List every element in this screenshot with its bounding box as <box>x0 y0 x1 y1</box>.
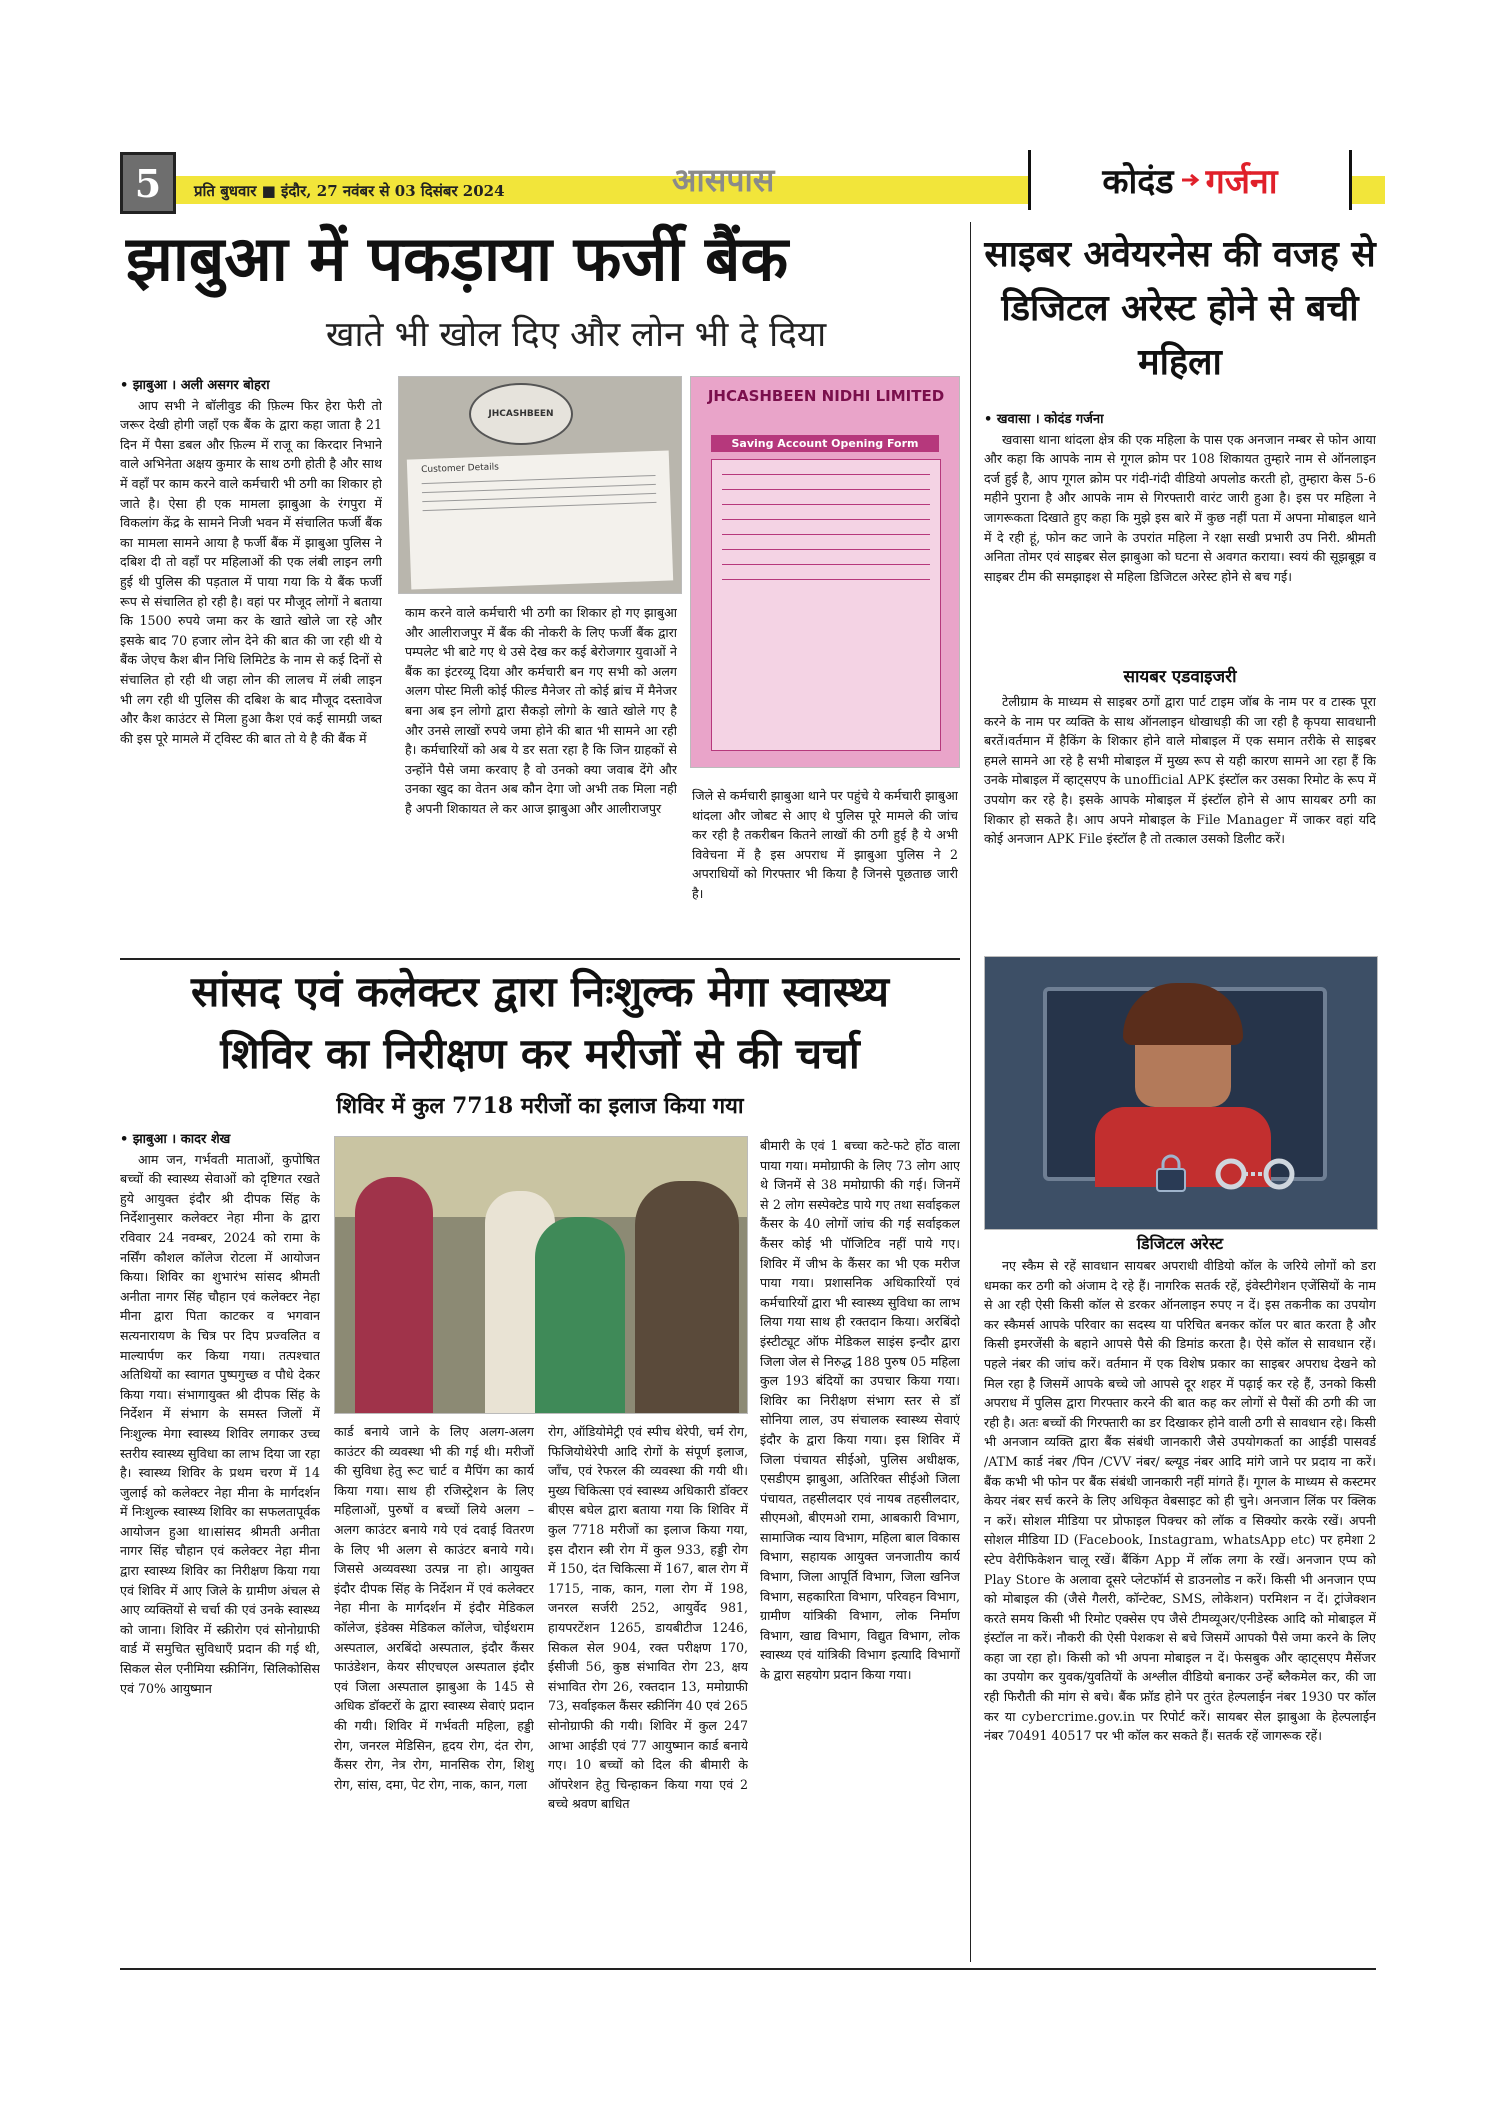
customer-details-sheet <box>407 450 673 589</box>
story3-headline-line1: सांसद एवं कलेक्टर द्वारा निःशुल्क मेगा स्वास्थ्य <box>190 967 890 1016</box>
edition-line: प्रति बुधवार ■ इंदौर, 27 नवंबर से 03 दिसंबर 2024 <box>194 182 505 200</box>
official-woman <box>355 1177 433 1413</box>
bank-logo-badge <box>469 383 573 445</box>
page-number-box <box>120 152 176 214</box>
story2-body: खवासा थाना थांदला क्षेत्र की एक महिला के पास एक अनजान नम्बर से फोन आया और कहा कि आपके नाम से गूगल क्रोम पर 108 शिकायत तुम्हारे नाम से ऑनलाइन दर्ज हुई है, आप गूगल क्रोम पर गंदी-गंदी वीडियो अपलोड करती हो, तुम्हारा केस 5-6 महीने पुराना है और आपके नाम से गिरफ्तारी वारंट जारी हुआ है। इस पर महिला ने जागरूकता दिखाते हुए कहा कि मुझे इस बारे में कुछ नहीं पता में अपना मोबाइल थाने में दे रही हूं, फोन कट जाने के उपरांत महिला ने रक्षा सखी प्रभारी उप निरी. श्रीमती अनिता तोमर एवं साइबर सेल झाबुआ को घटना से अवगत कराया। स्वयं की सूझबूझ व साइबर टीम की समझाइश से महिला डिजिटल अरेस्ट होने से बच गई। <box>984 431 1376 584</box>
story1-photo-documents <box>398 376 682 594</box>
brand-logo-right: गर्जना <box>1205 162 1278 202</box>
story2-advisory-text: टेलीग्राम के माध्यम से साइबर ठगों द्वारा पार्ट टाइम जॉब के नाम पर व टास्क पूरा करने के नाम पर व्यक्ति के साथ ऑनलाइन धोखाधड़ी की जा रही है कृपया सावधानी बरतें।वर्तमान में हैकिंग के शिकार होने वाले मोबाइल में एक समान तरीके से साइबर हमले सामने आ रहे है सभी मोबाइल में मुख्य रूप से यही कारण सामने आ रहा हैं कि उनके मोबाइल में व्हाट्सएप के unofficial APK इंस्टॉल कर उसका रिमोट के रूप में उपयोग कर रहे है। इसके आपके मोबाइल में इंस्टॉल होने से आप सायबर ठगी का शिकार हो सकते है। आप अपने मोबाइल के File Manager में जाकर वहां यदि कोई अनजान APK File इंस्टॉल है तो तत्काल उसको डिलीट करें। <box>984 694 1376 847</box>
story1-body-3: जिले से कर्मचारी झाबुआ थाने पर पहुंचे ये कर्मचारी झाबुआ थांदला और जोबट से आए थे पुलिस पूरे मामले की जांच कर रही है तकरीबन कितने लाखों की ठगी हुई है ये अभी विवेचना में है इस अपराध में झाबुआ पुलिस ने 2 अपराधियों को गिरफ्तार भी किया है जिनसे पूछताछ जारी है। <box>692 788 958 901</box>
story3-column-1 <box>120 1130 320 1962</box>
form-body <box>711 459 941 751</box>
story3-subheadline: शिविर में कुल 7718 मरीजों का इलाज किया गया <box>336 1093 744 1119</box>
story1-column-1 <box>120 376 382 951</box>
bank-name-header: JHCASHBEEN NIDHI LIMITED <box>707 387 945 405</box>
story1-headline: झाबुआ में पकड़ाया फर्जी बैंक <box>126 222 789 295</box>
story1-body-1: आप सभी ने बॉलीवुड की फ़िल्म फिर हेरा फेरी तो जरूर देखी होगी जहाँ एक बैंक के द्वारा कहा जाता है 21 दिन में पैसा डबल और फ़िल्म में राजू का किरदार निभाने वाले अभिनेता अक्षय कुमार के साथ ठगी होती है और साथ में वहाँ पर काम करने वाले कर्मचारी भी ठगी का शिकार हो जाते है। ऐसा ही एक मामला झाबुआ के रंगपुरा में विकलांग केंद्र के सामने निजी भवन में संचालित फर्जी बैंक का मामला सामने आया है फर्जी बैंक में झाबुआ पुलिस ने दबिश दी तो वहाँ पर महिलाओं की एक लंबी लाइन लगी हुई थी पुलिस की पड़ताल में पाया गया कि ये बैंक फर्जी रूप से संचालित हो रही है। वहां पर मौजूद लोगों ने बताया कि 1500 रुपये जमा कर के खाते खोले जा रहे और इसके बाद 70 हजार लोन देने की बात की जा रही थी ये बैंक जेएच कैश बीन निधि लिमिटेड के नाम से कई दिनों से संचालित हो रही थी जहा लोन की लालच में लंबी लाइन भी लग रही थी पुलिस की दबिश के बाद मौजूद दस्तावेज और कैश काउंटर से मिला हुआ कैश एवं कई सामग्री जब्त की इस पूरे मामले में ट्विस्ट की बात तो ये है की बैंक में <box>120 397 382 746</box>
section-divider <box>970 222 971 1962</box>
story3-body-4: बीमारी के एवं 1 बच्चा कटे-फटे होंठ वाला पाया गया। ममोग्राफी के लिए 73 लोग आए थे जिनमें से 38 ममोग्राफी की गई। जिनमें से 2 लोग सस्पेक्टेड पाये गए तथा सर्वाइकल कैंसर के 40 लोगों जांच की गई सर्वाइकल कैंसर कोई भी पॉजिटिव नहीं पाये गए। शिविर में जीभ के कैंसर का भी एक मरीज पाया गया। प्रशासनिक अधिकारियों एवं कर्मचारियों द्वारा भी स्वास्थ्य सुविधा का लाभ लिया गया साथ ही रक्तदान किया। अरबिंदो इंस्टीट्यूट ऑफ मेडिकल साइंस इन्दौर द्वारा जिला जेल से निरुद्ध 188 पुरुष 05 महिला कुल 193 बंदियों का उपचार किया गया। शिविर का निरीक्षण संभाग स्तर से डॉ सोनिया लाल, उप संचालक स्वास्थ्य सेवाएं इंदौर के द्वारा किया गया। इस शिविर में जिला पंचायत सीईओ, पुलिस अधीक्षक, एसडीएम झाबुआ, अतिरिक्त सीईओ जिला पंचायत, तहसीलदार एवं नायब तहसीलदार, सीएमओ, बीएमओ रामा, आबकारी विभाग, सामाजिक न्याय विभाग, महिला बाल विकास विभाग, सहायक आयुक्त जनजातीय कार्य विभाग, जिला आपूर्ति विभाग, जिला खनिज विभाग, सहकारिता विभाग, परिवहन विभाग, ग्रामीण यांत्रिकी विभाग, लोक निर्माण विभाग, खाद्य विभाग, विद्युत विभाग, लोक स्वास्थ्य एवं यांत्रिकी विभाग इत्यादि विभागों के द्वारा सहयोग प्रदान किया गया। <box>760 1138 960 1683</box>
lock-icon <box>1151 1153 1191 1193</box>
story3-body-2: कार्ड बनाये जाने के लिए अलग-अलग काउंटर की व्यवस्था भी की गई थी। मरीजों की सुविधा हेतु रूट चार्ट व मैपिंग का कार्य किया गया। साथ ही रजिस्ट्रेशन के लिए महिलाओं, पुरुषों व बच्चों लिये अलग – अलग काउंटर बनाये गये एवं दवाई वितरण के लिए भी अलग से काउंटर बनाये गये। जिससे अव्यवस्था उत्पन्न ना हो। आयुक्त इंदौर दीपक सिंह के निर्देशन में एवं कलेक्टर नेहा मीना के मार्गदर्शन में इंदौर मेडिकल कॉलेज, इंडेक्स मेडिकल कॉलेज, चोईथराम अस्पताल, अरबिंदो अस्पताल, इंदौर कैंसर फाउंडेशन, केयर सीएचएल अस्पताल इंदौर एवं जिला अस्पताल झाबुआ के 145 से अधिक डॉक्टरों के द्वारा स्वास्थ्य सेवाएं प्रदान की गयी। शिविर में गर्भवती महिला, हड्डी रोग, जनरल मेडिसिन, हृदय रोग, दंत रोग, कैंसर रोग, नेत्र रोग, मानसिक रोग, शिशु रोग, सांस, दमा, पेट रोग, नाक, कान, गला <box>334 1424 534 1792</box>
story3-column-4 <box>760 1136 960 1962</box>
brand-logo <box>1028 150 1352 210</box>
section-name: आसपास <box>672 161 775 199</box>
story3-photo-health-camp <box>334 1136 748 1414</box>
village-man <box>635 1181 739 1413</box>
village-woman-with-child <box>535 1217 625 1413</box>
story3-body-3: रोग, ऑडियोमेट्री एवं स्पीच थेरेपी, चर्म रोग, फिजियोथेरेपी आदि रोगों के संपूर्ण इलाज, जाँच, एवं रेफरल की व्यवस्था की गयी थी। मुख्य चिकित्सा एवं स्वास्थ्य अधिकारी डॉक्टर बीएस बघेल द्वारा बताया गया कि शिविर में कुल 7718 मरीजों का इलाज किया गया, इस दौरान स्त्री रोग में कुल 933, हड्डी रोग में 150, दंत चिकित्सा में 167, बाल रोग में 1715, नाक, कान, गला रोग में 198, जनरल सर्जरी 252, आयुर्वेद 981, हायपरटेंशन 1265, डायबीटीज 1246, सिकल सेल 904, रक्त परीक्षण 170, ईसीजी 56, कुष्ठ संभावित रोग 23, क्षय संभावित रोग 26, रक्तदान 13, ममोग्राफी 73, सर्वाइकल कैंसर स्क्रीनिंग 40 एवं 265 सोनोग्राफी की गयी। शिविर में कुल 247 आभा आईडी एवं 77 आयुष्मान कार्ड बनाये गए। 10 बच्चों को दिल की बीमारी के ऑपरेशन हेतु चिन्हाकन किया गया एवं 2 बच्चे श्रवण बाधित <box>548 1424 748 1812</box>
page-bottom-rule <box>120 1968 1376 1970</box>
story2-column <box>984 410 1376 654</box>
story1-body-2: काम करने वाले कर्मचारी भी ठगी का शिकार हो गए झाबुआ और आलीराजपुर में बैंक की नोकरी के लिए फर्जी बैंक द्वारा पम्पलेट भी बाटे गए थे उसे देख कर कई बेरोजगार युवाओं ने बैंक का इंटरव्यू दिया और कर्मचारी बन गए सभी को अलग अलग पोस्ट मिली कोई फील्ड मैनेजर तो कोई ब्रांच में मैनेजर बना अब इन लोगो द्वारा सैकड़ो लोगो के खाते खोले गए है और उनसे लाखों रुपये जमा होने की बात भी सामने आ रही है। कर्मचारियों को अब ये डर सता रहा है कि जिन ग्राहकों से उन्होंने पैसे जमा करवाए है वो उनको क्या जवाब देंगे और उनका खुद का वेतन अब कौन देगा जो अभी तक मिला नही है अपनी शिकायत ले कर आज झाबुआ और आलीराजपुर <box>405 605 677 816</box>
page-number: 5 <box>134 160 162 206</box>
story3-top-rule <box>120 958 960 960</box>
arrow-icon <box>1180 170 1200 190</box>
story3-headline-line2: शिविर का निरीक्षण कर मरीजों से की चर्चा <box>220 1029 860 1078</box>
handcuffs-icon <box>1213 1157 1297 1191</box>
bank-logo-text: JHCASHBEEN <box>488 409 554 419</box>
story2-body-2: नए स्कैम से रहें सावधान सायबर अपराधी वीडियो कॉल के जरिये लोगों को डरा धमका कर ठगी को अंजाम दे रहे हैं। नागरिक सतर्क रहें, इंवेस्टीगेशन एजेंसियों के नाम से आ रही ऐसी किसी कॉल से डरकर ऑनलाइन रुपए न दें। इस तकनीक का उपयोग कर स्कैमर्स आपके परिवार का सदस्य या परिचित बनकर कॉल पर बात करता है और किसी इमरजेंसी के बहाने आपसे पैसे की डिमांड करता है। ऐसे कॉल से सावधान रहें। पहले नंबर की जांच करें। वर्तमान में एक विशेष प्रकार का साइबर अपराध देखने को मिल रहा है जिसमें आपके बच्चे जो आपसे दूर शहर में पढ़ाई कर रहे हैं, उनको किसी अपराध में पुलिस द्वारा गिरफ्तार करने की बात कह कर लोगों से पैसों की ठगी की जा रही है। अतः बच्चों की गिरफ्तारी का डर दिखाकर होने वाली ठगी से सावधान रहे। किसी भी अनजान व्यक्ति द्वारा बैंक संबंधी जानकारी जैसे उपयोगकर्ता का आईडी पासवर्ड /ATM कार्ड नंबर /पिन /CVV नंबर/ ब्ल्यूड नंबर आदि मांगे जाने पर प्रदाय ना करें। बैंक कभी भी फोन पर बैंक संबंधी जानकारी नहीं मांगते हैं। गूगल के माध्यम से कस्टमर केयर नंबर सर्च करने के लिए अधिकृत वेबसाइट को ही चुने। अनजान लिंक पर क्लिक न करें। सोशल मीडिया पर प्रोफाइल पिक्चर को लॉक व सिक्योर करके रखें। अपनी सोशल मीडिया ID (Facebook, Instagram, whatsApp etc) पर हमेशा 2 स्टेप वेरीफिकेशन चालू रखें। बैंकिंग App में लॉक लगा के रखें। अनजान एप्प को Play Store के अलावा दूसरे प्लेटफॉर्म से डाउनलोड न करें। किसी भी अनजान एप्प को मोबाइल की (जैसे गैलरी, कॉन्टेक्ट, SMS, लोकेशन) परमिशन न दें। ट्रांजेक्शन करते समय किसी भी रिमोट एक्सेस एप जैसे टीमव्यूअर/एनीडेस्क आदि को मोबाइल में इंस्टॉल ना करें। नौकरी की ऐसी पेशकश से बचे जिसमें आपको पैसे जमा करने के लिए कहा जा रहा हो। किसी को भी अपना मोबाइल न दें। फेसबुक और व्हाट्सएप मैसेंजर का उपयोग कर युवक/युवतियों के अश्लील वीडियो बनाकर उन्हें ब्लैकमेल कर, की जा रही फिरौती की मांग से बचे। बैंक फ्रॉड होने पर तुरंत हेल्पलाईन नंबर 1930 पर कॉल कर या cybercrime.gov.in पर रिपोर्ट करें। सायबर सेल झाबुआ के हेल्पलाईन नंबर 70491 40517 पर भी कॉल कर सकते हैं। सतर्क रहें जागरूक रहें। <box>984 1258 1376 1744</box>
story1-column-3 <box>692 786 958 952</box>
story3-column-3 <box>548 1422 748 1962</box>
story2-subhead: सायबर एडवाइजरी <box>1123 667 1237 687</box>
customer-details-title: Customer Details <box>421 462 500 476</box>
story2-headline: साइबर अवेयरनेस की वजह से डिजिटल अरेस्ट होने से बची महिला <box>984 234 1376 383</box>
story1-column-2 <box>405 603 677 951</box>
story3-column-2 <box>334 1422 534 1962</box>
digital-arrest-illustration <box>984 956 1378 1230</box>
story2-column-2 <box>984 1256 1376 1956</box>
story1-photo-account-form <box>690 376 960 768</box>
story1-byline: • झाबुआ । अली असगर बोहरा <box>120 378 270 393</box>
story3-body-1: आम जन, गर्भवती माताओं, कुपोषित बच्चों की स्वास्थ्य सेवाओं को दृष्टिगत रखते हुये आयुक्त इंदौर श्री दीपक सिंह के निर्देशानुसार कलेक्टर नेहा मीना के द्वारा रविवार 24 नवम्बर, 2024 को रामा के नर्सिंग कौशल कॉलेज रोटला में आयोजन किया। शिविर का शुभारंभ सांसद श्रीमती अनीता नागर सिंह चौहान एवं कलेक्टर नेहा मीना द्वारा पिता काटकर व भगवान सत्यनारायण के चित्र पर दिप प्रज्वलित व माल्यार्पण कर किया गया। तत्पश्चात अतिथियों का स्वागत पुष्पगुच्छ व पौधे देकर किया गया। संभागायुक्त श्री दीपक सिंह के निर्देशन में संभाग के समस्त जिलों में निःशुल्क मेगा स्वास्थ्य शिविर लगाकर उच्च स्तरीय स्वास्थ्य सुविधा का लाभ दिया जा रहा है। स्वास्थ्य शिविर के प्रथम चरण में 14 जुलाई को कलेक्टर नेहा मीना के मार्गदर्शन में निःशुल्क स्वास्थ्य शिविर का सफलतापूर्वक आयोजन हुआ था।सांसद श्रीमती अनीता नागर सिंह चौहान एवं कलेक्टर नेहा मीना द्वारा स्वास्थ्य शिविर का निरीक्षण किया गया एवं शिविर में आए जिले के ग्रामीण अंचल से आए व्यक्तियों से चर्चा की एवं उनके स्वास्थ्य को जाना। शिविर में स्क्रीरोग एवं सोनोग्राफी वार्ड में समुचित सुविधाएँ प्रदान की गई थी, सिकल सेल एनीमिया स्क्रीनिंग, सिलिकोसिस एवं 70% आयुष्मान <box>120 1151 320 1696</box>
story2-advisory <box>984 692 1376 946</box>
story3-byline: • झाबुआ । कादर शेख <box>120 1132 231 1147</box>
brand-logo-left: कोदंड <box>1102 162 1174 202</box>
story1-subheadline: खाते भी खोल दिए और लोन भी दे दिया <box>325 315 827 355</box>
form-title-bar: Saving Account Opening Form <box>711 435 939 452</box>
story2-byline: • खवासा । कोदंड गर्जना <box>984 412 1104 427</box>
digital-arrest-caption: डिजिटल अरेस्ट <box>1136 1234 1224 1253</box>
